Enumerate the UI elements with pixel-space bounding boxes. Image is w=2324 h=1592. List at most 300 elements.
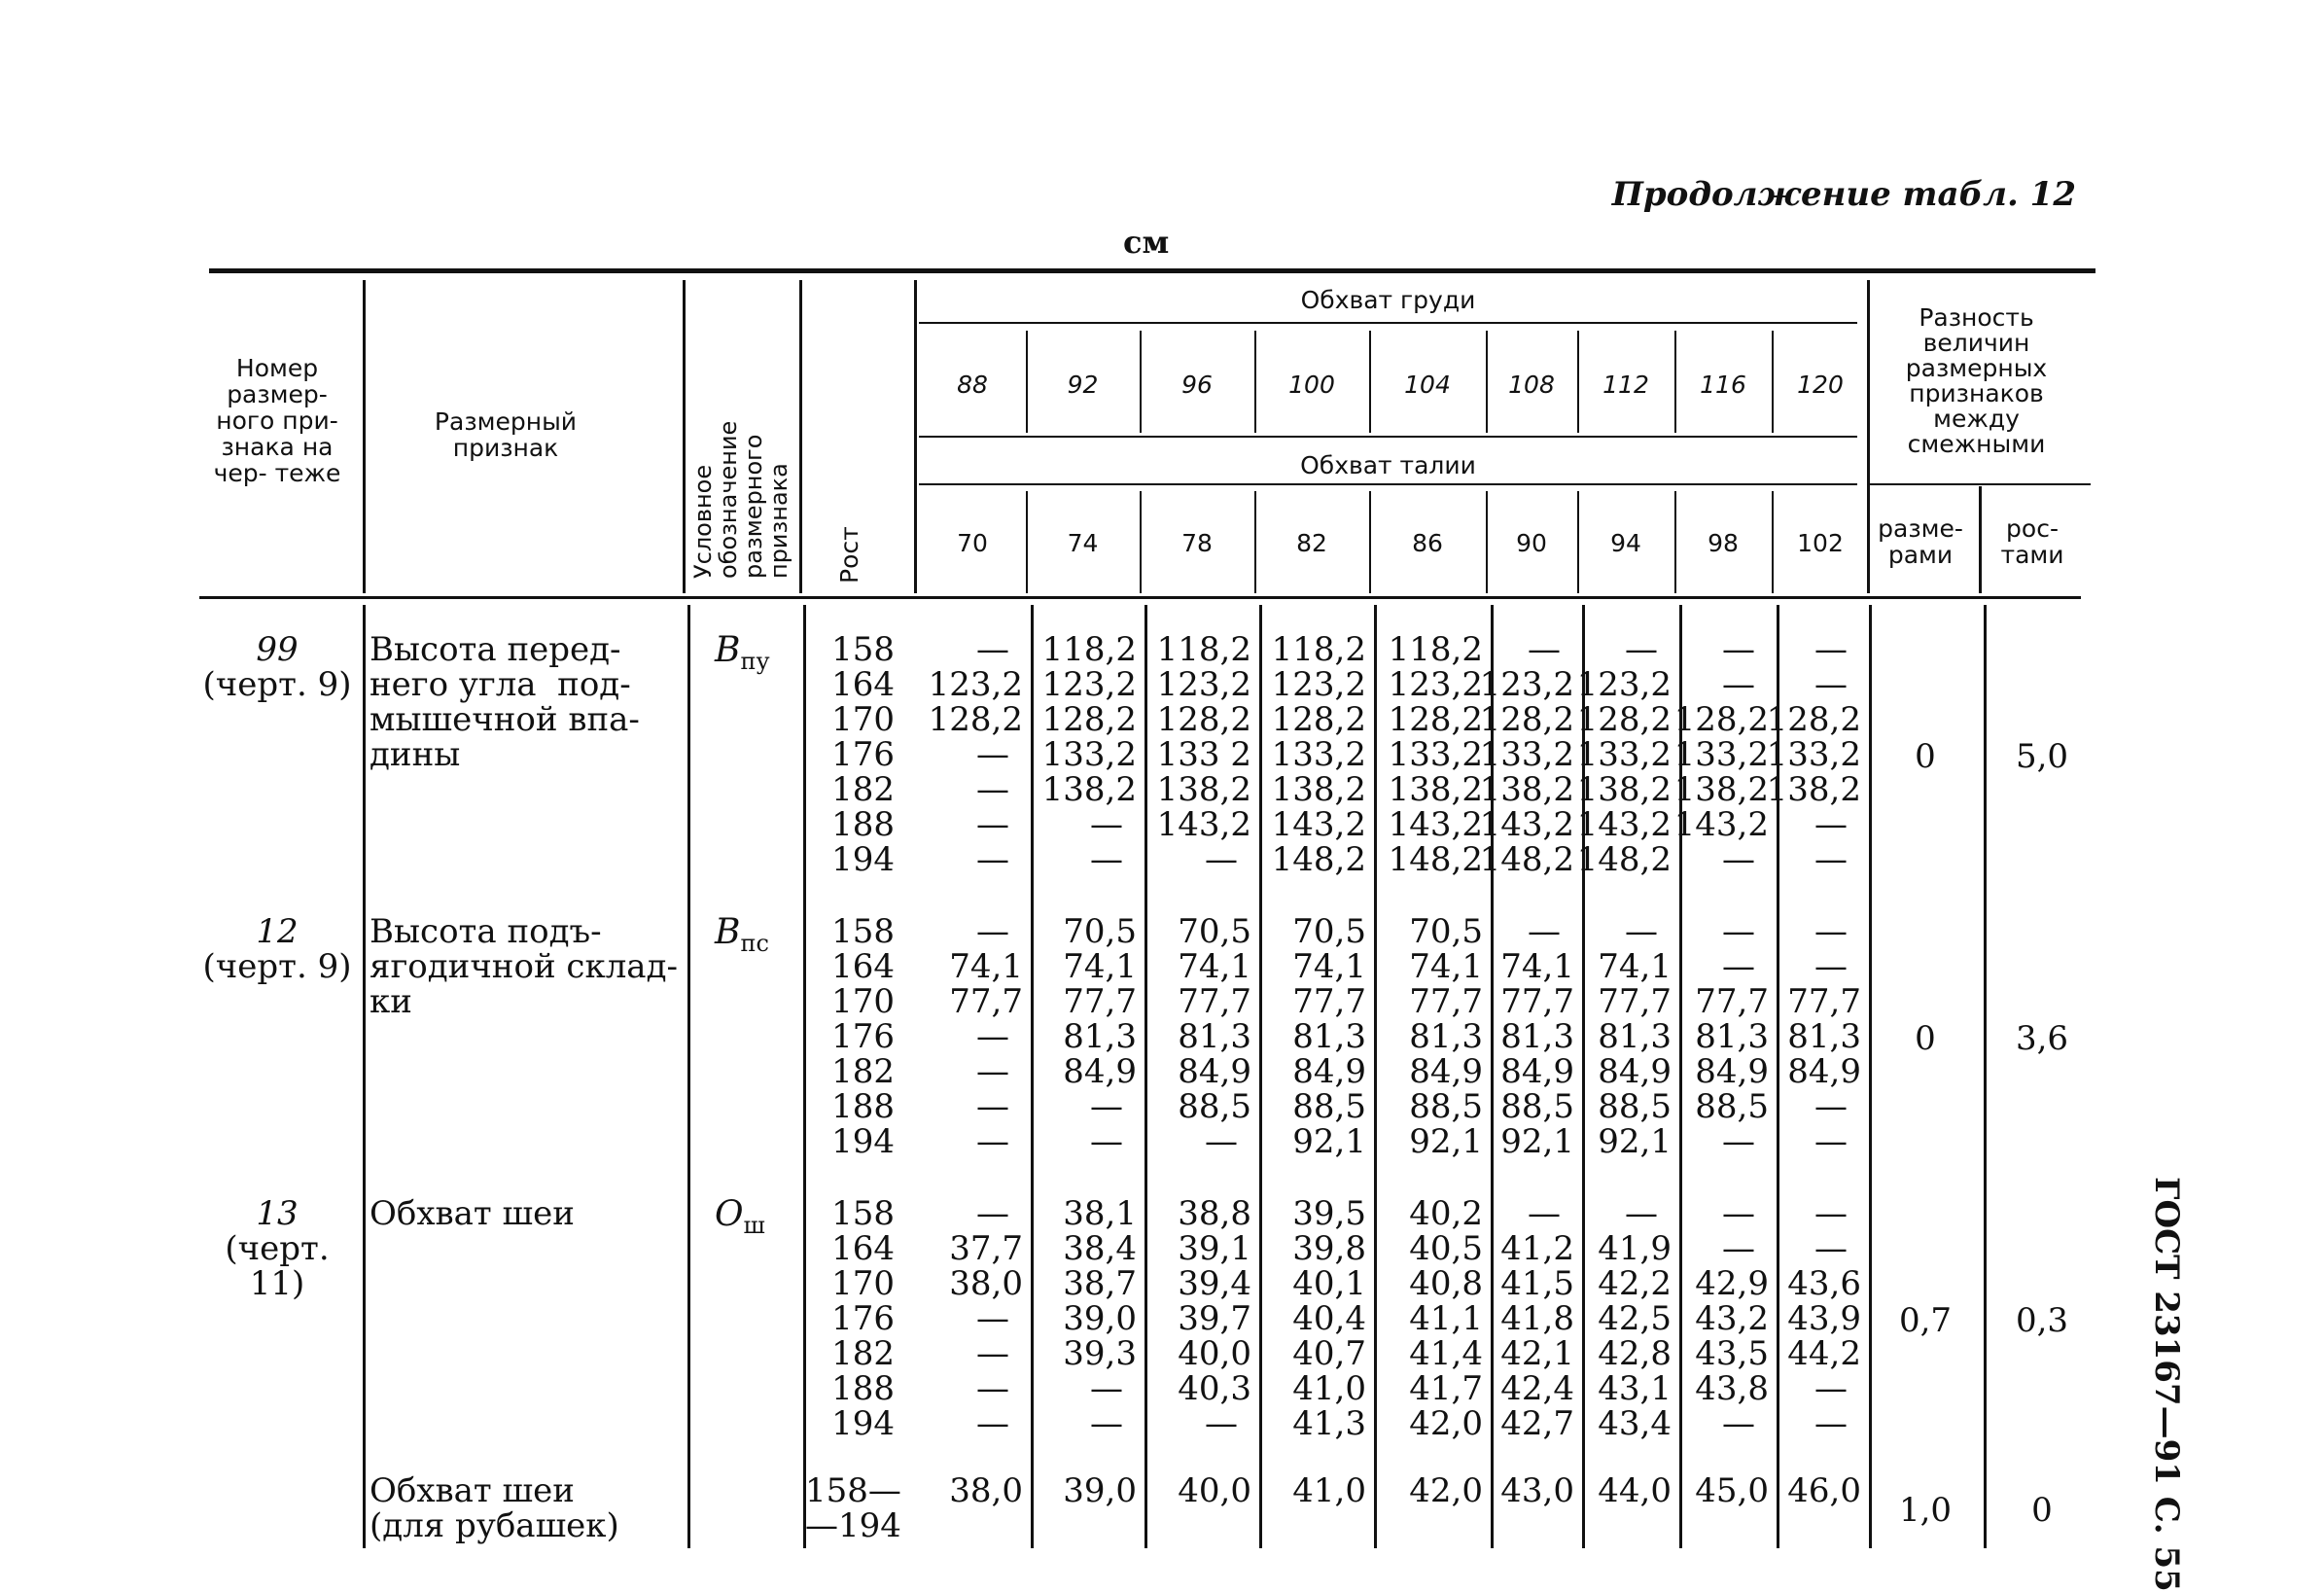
height-value: 158— [805,1471,901,1510]
data-cell: 148,2 [1576,840,1672,879]
data-cell: — [1090,1087,1123,1126]
data-cell: 143,2 [1156,805,1251,844]
data-cell: 143,2 [1388,805,1483,844]
data-cell: — [1205,1404,1238,1443]
data-column [920,1196,1023,1441]
data-cell: 44,0 [1598,1471,1672,1510]
data-cell: — [976,840,1009,879]
data-cell: 39,0 [1063,1471,1137,1510]
header-difference: Разность величин размерных признаков между смежными [1905,303,2048,458]
header-diff-sizes: разме- рами [1878,514,1963,569]
data-cell: 40,1 [1292,1264,1366,1303]
data-cell: 148,2 [1271,840,1366,879]
chest-value: 100 [1288,371,1335,399]
data-cell: 84,9 [1409,1052,1483,1091]
row-number-value: 99 [256,630,299,669]
data-cell: 41,1 [1409,1299,1483,1338]
data-cell: 138,2 [1041,770,1137,809]
data-cell: 38,7 [1063,1264,1137,1303]
data-cell: 84,9 [1695,1052,1769,1091]
data-cell: 84,9 [1292,1052,1366,1091]
data-cell: 43,2 [1695,1299,1769,1338]
data-cell: 77,7 [1409,982,1483,1021]
data-cell: 123,2 [1479,665,1574,704]
data-cell: 148,2 [1388,840,1483,879]
height-value: 188 [831,1087,895,1126]
data-cell: — [976,735,1009,774]
data-column [920,914,1023,1159]
data-column [1666,1196,1769,1441]
data-cell: 43,6 [1787,1264,1861,1303]
row-feature: Высота подъ- ягодичной склад- ки [370,912,678,1021]
row-symbol [715,1194,765,1239]
diff-sizes-value: 0 [1915,1019,1936,1058]
data-cell: — [1722,947,1755,986]
data-cell: — [1722,630,1755,669]
data-cell: 41,8 [1500,1299,1574,1338]
data-cell: — [1814,947,1848,986]
waist-value: 102 [1797,529,1844,557]
data-cell: 133,2 [1271,735,1366,774]
data-cell: 37,7 [949,1229,1023,1268]
data-cell: 143,2 [1673,805,1769,844]
data-cell: 40,8 [1409,1264,1483,1303]
chest-value: 112 [1602,371,1649,399]
data-column [1263,914,1366,1159]
data-column [1471,914,1574,1159]
data-cell: 81,3 [1178,1017,1251,1056]
data-cell: — [1722,1122,1755,1161]
chest-values-rule [919,436,1857,438]
data-cell: 128,2 [1479,700,1574,739]
data-cell: 74,1 [1409,947,1483,986]
data-cell: 128,2 [1766,700,1861,739]
data-cell: 41,7 [1409,1369,1483,1408]
data-column [1148,1196,1251,1441]
data-cell: — [1814,630,1848,669]
data-cell: 81,3 [1409,1017,1483,1056]
data-cell: 42,4 [1500,1369,1574,1408]
chest-label-rule [919,322,1857,324]
data-cell: 41,0 [1292,1369,1366,1408]
data-cell: 118,2 [1156,630,1251,669]
row-number [194,1196,360,1301]
column-rule [683,280,686,593]
data-cell: 39,4 [1178,1264,1251,1303]
data-cell: 39,0 [1063,1299,1137,1338]
data-cell: 123,2 [1388,665,1483,704]
height-value: 182 [831,1334,895,1373]
waist-value: 74 [1067,529,1099,557]
column-rule [1984,605,1987,1548]
data-cell: 123,2 [1041,665,1137,704]
data-cell: 41,4 [1409,1334,1483,1373]
data-cell: — [1090,1404,1123,1443]
data-cell: 148,2 [1479,840,1574,879]
data-cell: 81,3 [1063,1017,1137,1056]
data-cell: 74,1 [1292,947,1366,986]
table-top-rule [209,268,2095,273]
data-cell: 74,1 [1063,947,1137,986]
data-cell: — [1814,1229,1848,1268]
height-value: 188 [831,805,895,844]
data-cell: — [976,1052,1009,1091]
data-cell: 128,2 [1388,700,1483,739]
continuation-title: Продолжение табл. 12 [1611,175,2076,214]
data-cell: 81,3 [1500,1017,1574,1056]
data-cell: 39,1 [1178,1229,1251,1268]
chest-value: 96 [1181,371,1213,399]
header-feature: Размерный признак [434,407,578,462]
data-cell: 88,5 [1409,1087,1483,1126]
data-cell: 138,2 [1576,770,1672,809]
height-value: 170 [831,982,895,1021]
row-heights [817,914,895,1159]
data-cell: — [976,770,1009,809]
data-column [1263,1473,1366,1508]
data-cell: 138,2 [1766,770,1861,809]
height-value: 170 [831,700,895,739]
data-cell: 77,7 [1598,982,1672,1021]
height-value: 194 [831,840,895,879]
data-cell: 81,3 [1695,1017,1769,1056]
height-value: 176 [831,1299,895,1338]
data-cell: — [1814,840,1848,879]
data-cell: — [1814,805,1848,844]
data-cell: — [976,1122,1009,1161]
data-column [1758,914,1861,1159]
height-value: 194 [831,1122,895,1161]
data-cell: — [1814,1369,1848,1408]
data-cell: 84,9 [1500,1052,1574,1091]
data-cell: — [1205,840,1238,879]
column-rule [914,280,917,593]
data-column [1568,914,1672,1159]
data-cell: 39,5 [1292,1194,1366,1233]
row-feature: Высота перед- него угла под- мышечной впа- дины [370,630,640,774]
data-cell: — [1814,912,1848,951]
data-cell: — [976,630,1009,669]
data-cell: 40,2 [1409,1194,1483,1233]
data-column [1263,632,1366,877]
data-cell: 92,1 [1500,1122,1574,1161]
row-heights [817,1196,895,1441]
height-value: —194 [805,1506,901,1545]
data-cell: 143,2 [1479,805,1574,844]
data-cell: 42,0 [1409,1471,1483,1510]
data-cell: — [976,1369,1009,1408]
data-cell: 44,2 [1787,1334,1861,1373]
data-cell: 42,9 [1695,1264,1769,1303]
data-cell: — [976,1017,1009,1056]
row-symbol [715,630,770,675]
row-symbol-letter: В [715,630,741,670]
height-value: 158 [831,912,895,951]
height-value: 164 [831,665,895,704]
data-cell: 70,5 [1063,912,1137,951]
data-cell: 40,5 [1409,1229,1483,1268]
data-cell: 43,1 [1598,1369,1672,1408]
data-cell: 42,1 [1500,1334,1574,1373]
data-cell: 74,1 [1178,947,1251,986]
data-cell: 133,2 [1576,735,1672,774]
data-column [1568,1473,1672,1508]
data-cell: 84,9 [1787,1052,1861,1091]
data-cell: 41,5 [1500,1264,1574,1303]
height-value: 170 [831,1264,895,1303]
data-cell: 77,7 [1695,982,1769,1021]
data-cell: 128,2 [928,700,1023,739]
data-cell: 77,7 [1178,982,1251,1021]
data-cell: — [1625,1194,1658,1233]
data-cell: 39,8 [1292,1229,1366,1268]
data-column [1148,1473,1251,1508]
diff-subheader-rule [1867,483,2091,485]
data-cell: 41,3 [1292,1404,1366,1443]
data-cell: — [1722,1194,1755,1233]
data-cell: 88,5 [1695,1087,1769,1126]
data-cell: 133,2 [1388,735,1483,774]
data-cell: 40,3 [1178,1369,1251,1408]
data-cell: 77,7 [1500,982,1574,1021]
column-rule [803,605,806,1548]
data-cell: 74,1 [1598,947,1672,986]
data-cell: 77,7 [1292,982,1366,1021]
height-value: 176 [831,1017,895,1056]
data-column [1758,632,1861,877]
data-cell: 74,1 [949,947,1023,986]
height-value: 182 [831,1052,895,1091]
data-cell: — [1722,912,1755,951]
data-cell: 43,5 [1695,1334,1769,1373]
row-symbol [715,912,769,957]
height-value: 158 [831,1194,895,1233]
diff-sizes-value: 0 [1915,737,1936,776]
data-cell: 45,0 [1695,1471,1769,1510]
chest-girth-label: Обхват груди [1300,286,1476,314]
data-column [1666,914,1769,1159]
data-cell: 70,5 [1292,912,1366,951]
height-value: 164 [831,1229,895,1268]
data-cell: — [1090,805,1123,844]
data-cell: — [976,912,1009,951]
data-cell: 70,5 [1178,912,1251,951]
chest-value: 108 [1508,371,1555,399]
data-cell: 40,7 [1292,1334,1366,1373]
data-column [1148,914,1251,1159]
data-cell: 42,0 [1409,1404,1483,1443]
chest-value: 116 [1700,371,1746,399]
data-cell: 118,2 [1388,630,1483,669]
data-cell: 123,2 [1576,665,1672,704]
row-heights [805,1471,901,1545]
data-cell: 143,2 [1576,805,1672,844]
row-symbol-letter: В [715,912,741,952]
column-rule [1259,605,1262,1548]
column-rule [1374,605,1377,1548]
data-cell: — [976,1334,1009,1373]
data-cell: 74,1 [1500,947,1574,986]
data-cell: — [976,1087,1009,1126]
header-height: Рост [835,526,863,584]
column-rule [363,280,366,593]
data-column [1471,632,1574,877]
waist-value: 90 [1516,529,1547,557]
data-cell: 43,0 [1500,1471,1574,1510]
data-cell: 133 2 [1156,735,1251,774]
data-cell: 92,1 [1292,1122,1366,1161]
data-cell: — [1722,840,1755,879]
data-column [1263,1196,1366,1441]
data-cell: 84,9 [1063,1052,1137,1091]
waist-value: 78 [1181,529,1213,557]
data-cell: 88,5 [1178,1087,1251,1126]
row-drawing-ref: (черт. 9) [202,947,352,986]
data-cell: 40,4 [1292,1299,1366,1338]
chest-value: 88 [957,371,988,399]
height-value: 182 [831,770,895,809]
header-bottom-rule [199,596,2081,599]
row-drawing-ref: (черт. 9) [202,665,352,704]
data-cell: — [976,1194,1009,1233]
height-value: 176 [831,735,895,774]
row-number-value: 12 [256,912,299,951]
data-cell: 77,7 [1787,982,1861,1021]
height-value: 158 [831,630,895,669]
data-column [1568,1196,1672,1441]
data-cell: 133,2 [1041,735,1137,774]
data-cell: 88,5 [1598,1087,1672,1126]
data-cell: 128,2 [1271,700,1366,739]
diff-heights-value: 3,6 [2015,1019,2069,1058]
data-cell: 38,0 [949,1264,1023,1303]
data-cell: — [1814,1122,1848,1161]
data-cell: 38,8 [1178,1194,1251,1233]
row-number [194,632,360,702]
data-cell: — [976,805,1009,844]
data-cell: — [1722,665,1755,704]
data-cell: — [1205,1122,1238,1161]
data-column [1758,1196,1861,1441]
data-cell: — [1090,840,1123,879]
diff-heights-value: 0,3 [2015,1301,2069,1340]
row-symbol-subscript: ш [743,1212,765,1240]
data-cell: — [1722,1404,1755,1443]
data-column [1148,632,1251,877]
data-cell: 138,2 [1156,770,1251,809]
data-column [920,632,1023,877]
data-cell: 84,9 [1598,1052,1672,1091]
unit-label: см [1123,224,1170,261]
data-cell: 143,2 [1271,805,1366,844]
height-value: 194 [831,1404,895,1443]
chest-value: 92 [1067,371,1099,399]
chest-value: 120 [1797,371,1844,399]
diff-sizes-value: 0,7 [1898,1301,1953,1340]
data-cell: 133,2 [1766,735,1861,774]
data-cell: — [1814,1087,1848,1126]
header-number: Номер размер- ного при- знака на чер- теже [213,354,341,487]
row-feature: Обхват шеи [370,1194,575,1233]
data-column [1471,1473,1574,1508]
data-cell: 138,2 [1479,770,1574,809]
data-cell: — [1090,1122,1123,1161]
data-cell: — [976,1404,1009,1443]
height-value: 188 [831,1369,895,1408]
data-cell: — [976,1299,1009,1338]
data-cell: 118,2 [1271,630,1366,669]
column-rule [363,605,366,1548]
data-cell: — [1814,665,1848,704]
data-cell: 77,7 [1063,982,1137,1021]
data-column [1034,632,1137,877]
row-symbol-letter: О [715,1194,744,1234]
data-cell: 42,5 [1598,1299,1672,1338]
data-cell: 128,2 [1576,700,1672,739]
data-cell: 42,2 [1598,1264,1672,1303]
data-cell: 123,2 [1271,665,1366,704]
data-column [1666,1473,1769,1508]
header-diff-heights: рос- тами [2000,514,2064,569]
data-column [920,1473,1023,1508]
data-cell: 43,4 [1598,1404,1672,1443]
data-cell: 138,2 [1673,770,1769,809]
data-cell: 128,2 [1156,700,1251,739]
data-cell: 46,0 [1787,1471,1861,1510]
data-cell: — [1814,1404,1848,1443]
data-column [1380,1196,1483,1441]
side-gost-label: ГОСТ 23167—91 С. 55 [2147,1177,2186,1592]
data-cell: 138,2 [1271,770,1366,809]
row-symbol-subscript: пу [740,648,770,676]
diff-sizes-value: 1,0 [1898,1491,1953,1530]
data-cell: 123,2 [1156,665,1251,704]
data-cell: 42,7 [1500,1404,1574,1443]
data-column [1380,632,1483,877]
data-cell: 40,0 [1178,1334,1251,1373]
waist-value: 82 [1296,529,1327,557]
row-number [194,914,360,984]
data-cell: 39,7 [1178,1299,1251,1338]
data-column [1034,1473,1137,1508]
data-column [1034,1196,1137,1441]
row-drawing-ref: (черт. 11) [225,1229,330,1303]
data-column [1758,1473,1861,1508]
data-cell: 38,4 [1063,1229,1137,1268]
diff-heights-value: 5,0 [2015,737,2069,776]
data-cell: 128,2 [1673,700,1769,739]
data-cell: 133,2 [1479,735,1574,774]
data-cell: 41,0 [1292,1471,1366,1510]
data-cell: 84,9 [1178,1052,1251,1091]
waist-value: 98 [1708,529,1739,557]
waist-value: 86 [1412,529,1443,557]
data-column [1380,914,1483,1159]
data-cell: 39,3 [1063,1334,1137,1373]
diff-heights-value: 0 [2031,1491,2053,1530]
data-cell: 138,2 [1388,770,1483,809]
data-cell: 41,9 [1598,1229,1672,1268]
data-cell: 38,0 [949,1471,1023,1510]
data-cell: 118,2 [1041,630,1137,669]
row-symbol-subscript: пс [740,930,769,958]
data-cell: — [1528,630,1561,669]
row-feature: Обхват шеи (для рубашек) [370,1471,619,1545]
data-cell: 92,1 [1409,1122,1483,1161]
data-cell: 88,5 [1500,1087,1574,1126]
data-cell: 70,5 [1409,912,1483,951]
column-rule [687,605,690,1548]
